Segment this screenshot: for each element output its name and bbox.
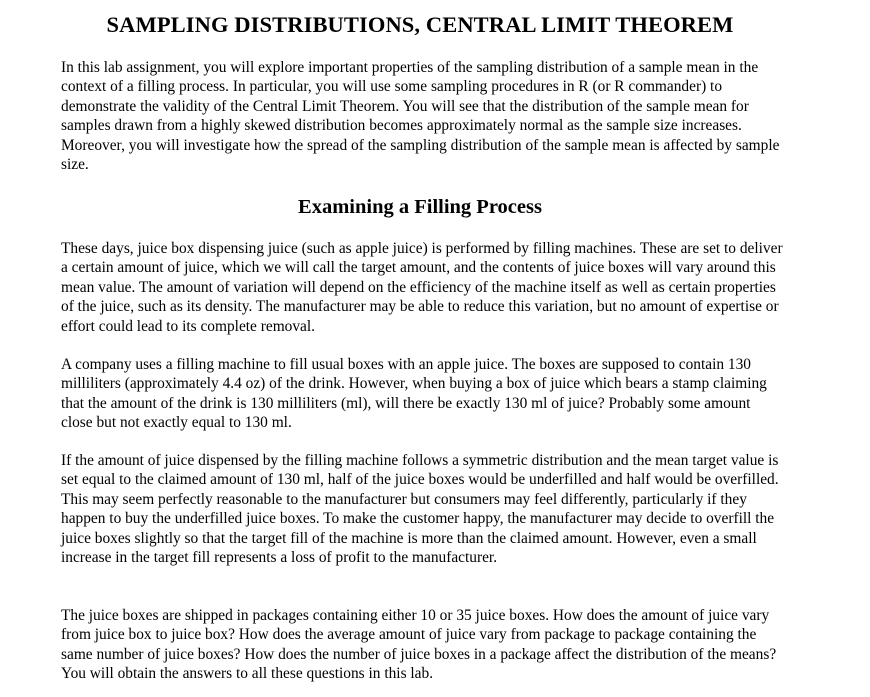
body-paragraph: A company uses a filling machine to fill usual boxes with an apple juice. The boxes are supposed to contain 130 milliliters (approximately 4.4 oz) of the drink. However, when buying a box of juice which bears a stamp claiming that the amount of the drink is 130 milliliters (ml), will there be exactly 130 ml of juice? Probably some amount close but not exactly equal to 130 ml. [61, 356, 767, 432]
body-paragraph: These days, juice box dispensing juice (such as apple juice) is performed by filling machines. These are set to deliver a certain amount of juice, which we will call the target amount, and the contents of juice boxes will vary around this mean value. The amount of variation will depend on the efficiency of the machine itself as well as certain properties of the juice, such as its density. The manufacturer may be able to reduce this variation, but no amount of expertise or effort could lead to its complete removal. [61, 240, 783, 335]
body-paragraph: If the amount of juice dispensed by the filling machine follows a symmetric distribution and the mean target value is set equal to the claimed amount of 130 ml, half of the juice boxes would be underfilled and half would be overfilled. This may seem perfectly reasonable to the manufacturer but consumers may feel differently, particularly if they happen to buy the underfilled juice boxes. To make the customer happy, the manufacturer may decide to overfill the juice boxes slightly so that the target fill of the machine is more than the claimed amount. However, even a small increase in the target fill represents a loss of profit to the manufacturer. [61, 452, 779, 567]
document-title: SAMPLING DISTRIBUTIONS, CENTRAL LIMIT THEOREM [106, 12, 734, 37]
section-heading: Examining a Filling Process [298, 196, 542, 218]
intro-paragraph: In this lab assignment, you will explore important properties of the sampling distribution of a sample mean in the context of a filling process. In particular, you will use some sampling procedures in R (or R commander) to demonstrate the validity of the Central Limit Theorem. You will see that the distribution of the sample mean for samples drawn from a highly skewed distribution becomes approximately normal as the sample size increases. Moreover, you will investigate how the spread of the sampling distribution of the sample mean is affected by sample size. [61, 59, 780, 174]
body-paragraph: The juice boxes are shipped in packages containing either 10 or 35 juice boxes. How does the amount of juice vary from juice box to juice box? How does the average amount of juice vary from package to package containing the same number of juice boxes? How does the number of juice boxes in a package affect the distribution of the means? You will obtain the answers to all these questions in this lab. [61, 607, 777, 683]
